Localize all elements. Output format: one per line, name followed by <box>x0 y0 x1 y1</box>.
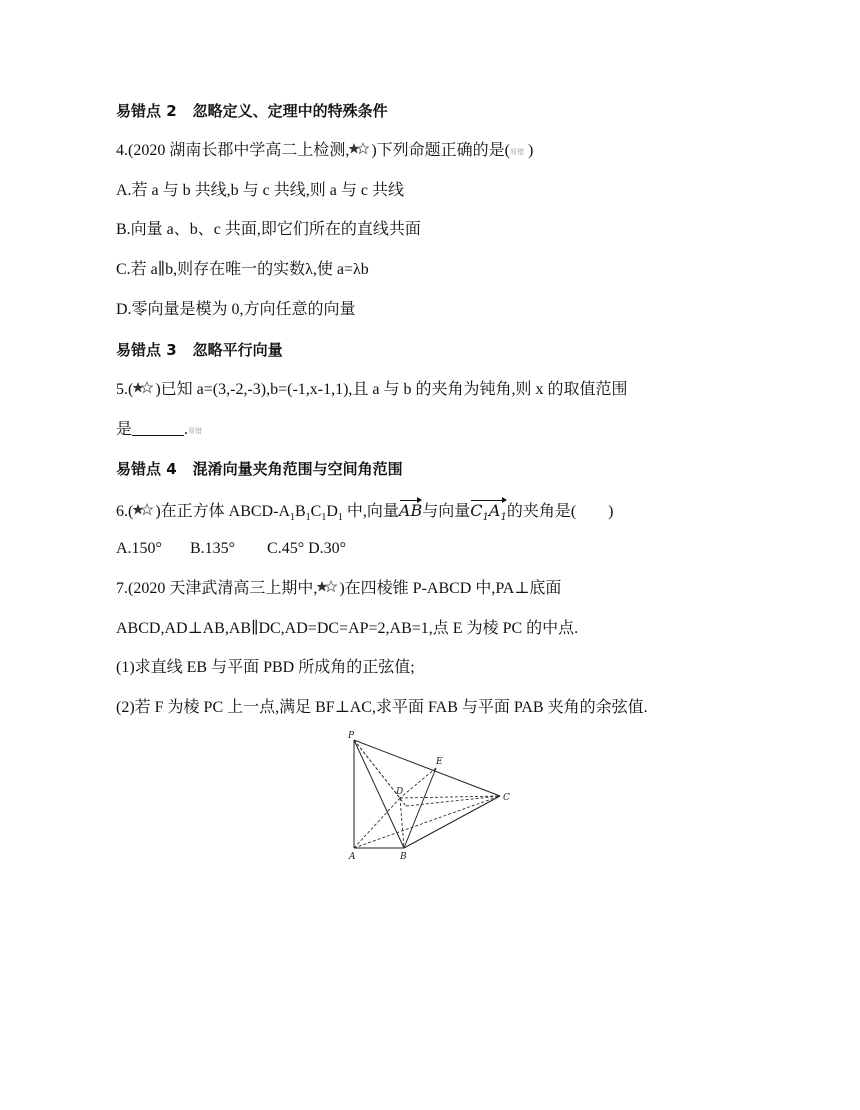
section-number: 易错点 3 <box>116 341 177 359</box>
question-7-conditions: ABCD,AD⊥AB,AB∥DC,AD=DC=AP=2,AB=1,点 E 为棱 PC 的中点. <box>116 620 579 637</box>
question-5-stem: 5.( )已知 a=(3,-2,-3),b=(-1,x-1,1),且 a 与 b 的夹角为钝角,则 x 的取值范围 <box>116 381 628 398</box>
question-7-stem: 7.(2020 天津武清高三上期中, )在四棱锥 P-ABCD 中,PA⊥底面 <box>116 580 562 597</box>
question-6-stem: 6.( )在正方体 ABCD-$A_1B_1C_1D_1$ 中,向量AB与向量$C_1A_1$的夹角是( ) <box>116 498 613 529</box>
section-title: 忽略定义、定理中的特殊条件 <box>192 102 388 120</box>
question-4-option-b: B.向量 a、b、c 共面,即它们所在的直线共面 <box>116 221 421 238</box>
section-heading-4 <box>116 458 403 480</box>
question-7-part-2: (2)若 F 为棱 PC 上一点,满足 BF⊥AC,求平面 FAB 与平面 PAB 夹角的余弦值. <box>116 699 648 716</box>
difficulty-star-icon <box>317 580 339 594</box>
question-4-option-c: C.若 a∥b,则存在唯一的实数λ,使 a=λb <box>116 261 369 278</box>
difficulty-star-icon <box>133 503 155 517</box>
section-title: 混淆向量夹角范围与空间角范围 <box>192 460 403 478</box>
vertex-label-e: E <box>436 757 443 767</box>
vertex-label-c: C <box>503 793 510 803</box>
difficulty-star-icon <box>349 142 371 156</box>
question-4-stem: 4.(2020 湖南长郡中学高二上检测, )下列命题正确的是(易错 ) <box>116 142 534 159</box>
vertex-label-a: A <box>349 852 356 862</box>
section-heading-3 <box>116 339 283 361</box>
section-number: 易错点 2 <box>116 102 177 120</box>
question-4-option-a: A.若 a 与 b 共线,b 与 c 共线,则 a 与 c 共线 <box>116 182 404 199</box>
question-6-options: A.150° B.135° C.45° D.30° <box>116 540 347 557</box>
section-title: 忽略平行向量 <box>192 341 283 359</box>
vertex-label-d: D <box>396 787 404 797</box>
answer-blank[interactable] <box>132 421 184 436</box>
vertex-label-b: B <box>400 852 407 862</box>
error-prone-tag: 易错 <box>510 148 525 156</box>
vector-c1a1: $C_1A_1$ <box>470 498 507 529</box>
error-prone-tag: 易错 <box>188 427 203 435</box>
section-number: 易错点 4 <box>116 460 177 478</box>
question-4-option-d: D.零向量是模为 0,方向任意的向量 <box>116 301 356 318</box>
vertex-label-p: P <box>348 731 355 741</box>
difficulty-star-icon <box>133 381 155 395</box>
vector-ab: AB <box>399 498 422 522</box>
pyramid-diagram <box>340 726 520 866</box>
question-5-answer-line: 是 .易错 <box>116 421 203 438</box>
question-7-part-1: (1)求直线 EB 与平面 PBD 所成角的正弦值; <box>116 659 415 676</box>
section-heading-2 <box>116 100 388 122</box>
